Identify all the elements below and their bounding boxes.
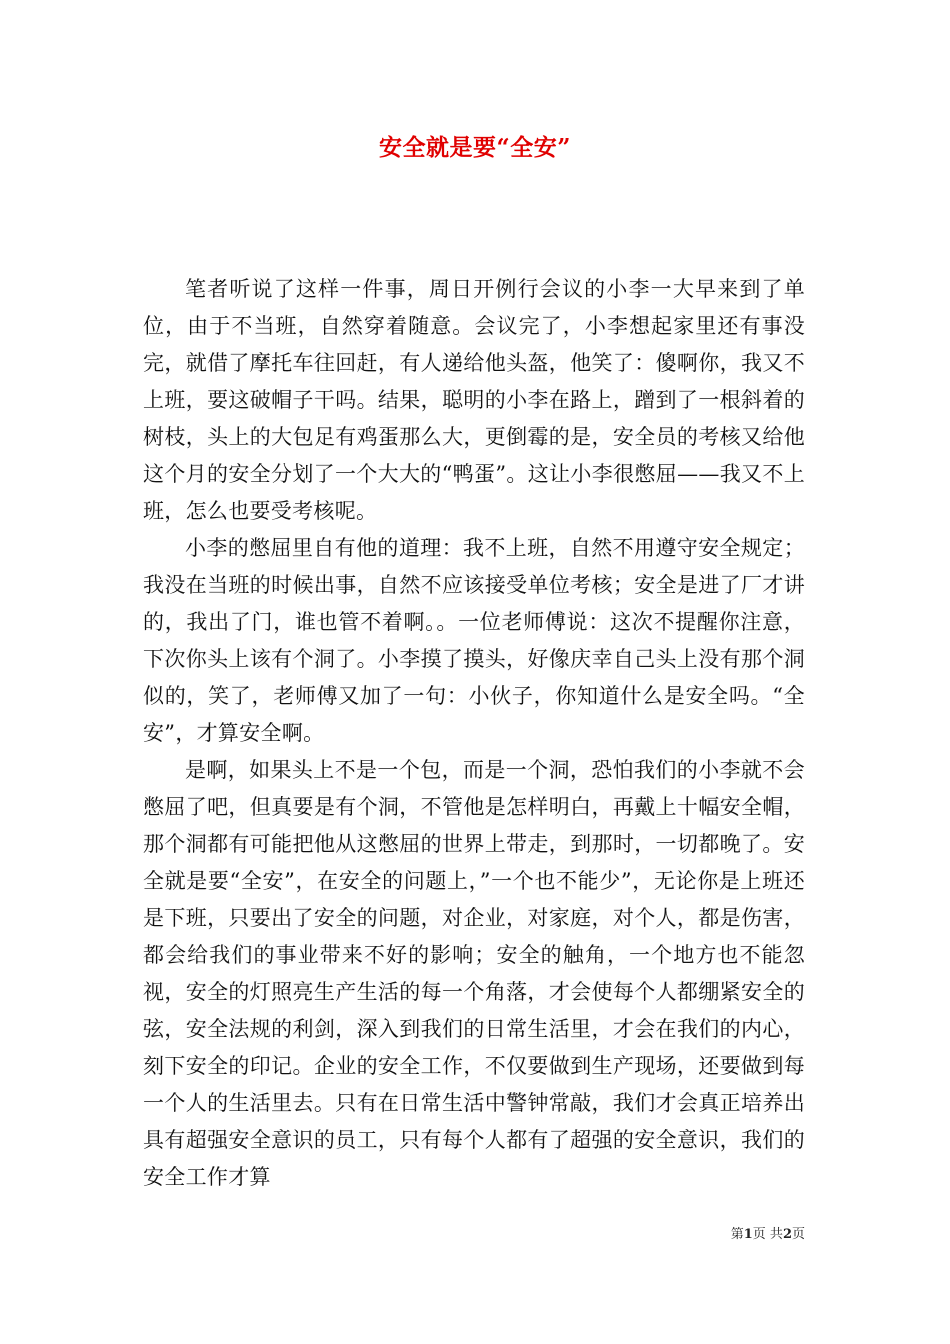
document-title: 安全就是要“全安” bbox=[379, 134, 571, 161]
page-number-footer bbox=[731, 1226, 805, 1244]
current-page-number: 1 bbox=[743, 1227, 753, 1242]
footer-middle: 页 共 bbox=[752, 1227, 783, 1242]
paragraph-1: 笔者听说了这样一件事，周日开例行会议的小李一大早来到了单位，由于不当班，自然穿着随意。会议完了，小李想起家里还有事没完，就借了摩托车往回赶，有人递给他头盔，他笑了：傻啊你，我又不上班，要这破帽子干吗。结果，聪明的小李在路上，蹭到了一根斜着的树枝，头上的大包足有鸡蛋那么大，更倒霉的是，安全员的考核又给他这个月的安全分划了一个大大的“鸭蛋”。这让小李很憋屈——我又不上班，怎么也要受考核呢。 bbox=[143, 277, 805, 523]
paragraph-2: 小李的憋屈里自有他的道理：我不上班，自然不用遵守安全规定；我没在当班的时候出事，自然不应该接受单位考核；安全是进了厂才讲的，我出了门，谁也管不着啊。。一位老师傅说：这次不提醒你注意，下次你头上该有个洞了。小李摸了摸头，好像庆幸自己头上没有那个洞似的，笑了，老师傅又加了一句：小伙子，你知道什么是安全吗。“全安”，才算安全啊。 bbox=[143, 536, 805, 745]
total-page-number: 2 bbox=[782, 1227, 792, 1242]
footer-suffix: 页 bbox=[791, 1227, 805, 1242]
paragraph-3: 是啊，如果头上不是一个包，而是一个洞，恐怕我们的小李就不会憋屈了吧，但真要是有个洞，不管他是怎样明白，再戴上十幅安全帽，那个洞都有可能把他从这憋屈的世界上带走，到那时，一切都晚了。安全就是要“全安”，在安全的问题上，”一个也不能少”，无论你是上班还是下班，只要出了安全的问题，对企业，对家庭，对个人，都是伤害，都会给我们的事业带来不好的影响；安全的触角，一个地方也不能忽视，安全的灯照亮生产生活的每一个角落，才会使每个人都绷紧安全的弦，安全法规的利剑，深入到我们的日常生活里，才会在我们的内心，刻下安全的印记。企业的安全工作，不仅要做到生产现场，还要做到每一个人的生活里去。只有在日常生活中警钟常敲，我们才会真正培养出具有超强安全意识的员工，只有每个人都有了超强的安全意识，我们的安全工作才算 bbox=[143, 758, 805, 1189]
document-body bbox=[143, 271, 805, 1196]
footer-prefix: 第 bbox=[730, 1227, 744, 1242]
